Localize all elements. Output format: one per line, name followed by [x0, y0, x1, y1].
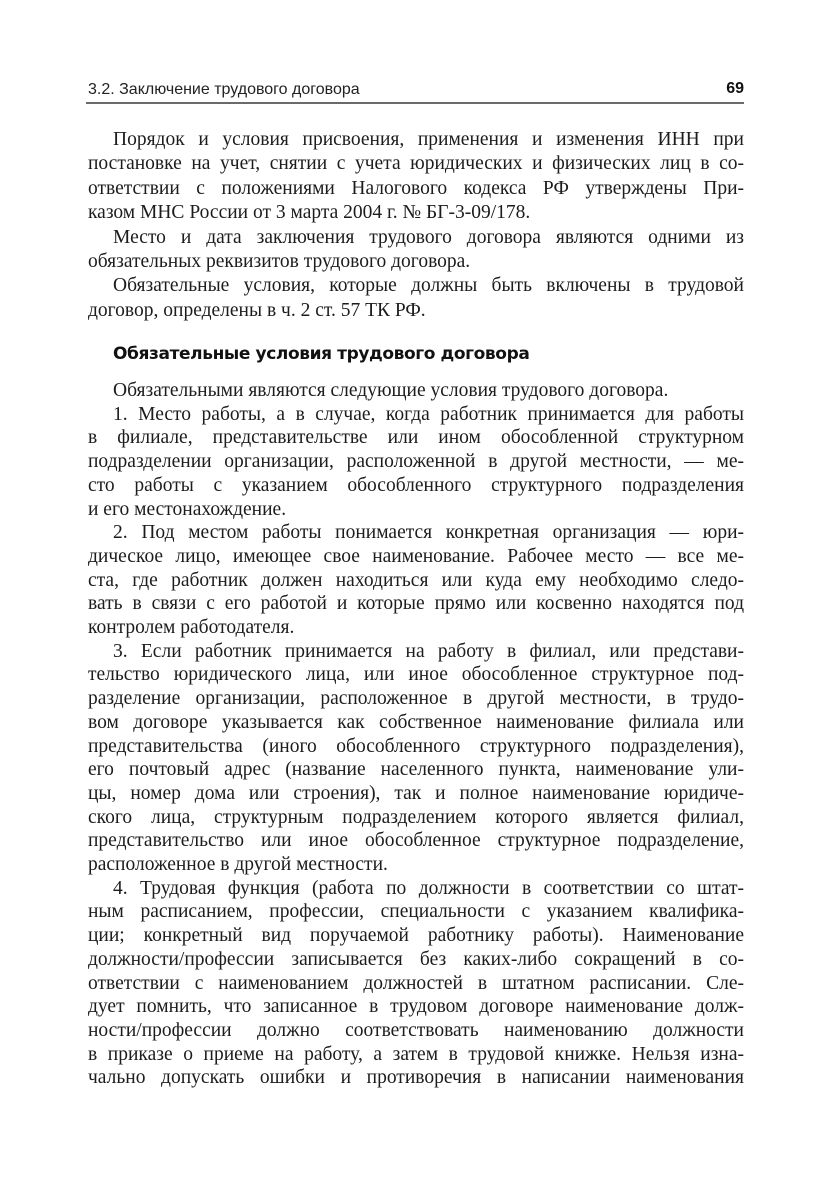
text-line: Обязательными являются следующие условия трудового договора.	[113, 380, 669, 401]
text-line: вом договоре указывается как собственное наименование филиала или	[88, 711, 744, 733]
text-line: ского лица, структурным подразделением которого является филиал,	[88, 806, 744, 828]
text-line: и его местонахождение.	[88, 498, 287, 520]
text-line: тельство юридического лица, или иное обособленное структурное под-	[88, 664, 744, 686]
text-line: вать в связи с его работой и которые прямо или косвенно находятся под	[88, 593, 744, 615]
text-line: ответствии с наименованием должностей в штатном расписании. Сле-	[88, 972, 744, 994]
text-line: 4. Трудовая функция (работа по должности в соответствии со штат-	[113, 877, 744, 899]
paragraph	[88, 877, 744, 1090]
text-line: расположенное в другой местности.	[88, 854, 388, 876]
text-line: ности/профессии должно соответствовать наименованию должности	[88, 1019, 744, 1041]
text-line: ста, где работник должен находиться или куда ему необходимо следо-	[88, 569, 744, 591]
text-line: дическое лицо, имеющее свое наименование. Рабочее место — все ме-	[88, 545, 744, 567]
text-line: разделение организации, расположенное в другой местности, в трудо-	[88, 688, 744, 710]
text-line: ответствии с положениями Налогового кодекса РФ утверждены При-	[88, 177, 744, 199]
text-line: контролем работодателя.	[88, 617, 295, 639]
paragraph	[88, 640, 744, 877]
text-line: представительства (иного обособленного структурного подразделения),	[88, 735, 744, 757]
text-line: казом МНС России от 3 марта 2004 г. № БГ-3-09/178.	[88, 202, 531, 224]
text-line: обязательных реквизитов трудового договора.	[88, 251, 471, 273]
text-line: ции; конкретный вид поручаемой работнику работы). Наименование	[88, 925, 744, 947]
section-text	[88, 379, 744, 1090]
text-line: в приказе о приеме на работу, а затем в трудовой книжке. Нельзя изна-	[88, 1043, 744, 1065]
text-line: подразделении организации, расположенной в другой местности, — ме-	[88, 451, 744, 473]
text-line: должности/профессии записывается без каких-либо сокращений в со-	[88, 948, 744, 970]
text-line: Обязательные условия, которые должны быть включены в трудовой	[113, 275, 744, 297]
page-number: 69	[726, 80, 744, 97]
section-heading: Обязательные условия трудового договора	[113, 344, 530, 364]
text-line: дует помнить, что записанное в трудовом договоре наименование долж-	[88, 996, 744, 1018]
paragraph	[88, 521, 744, 640]
text-line: сто работы с указанием обособленного структурного подразделения	[88, 474, 744, 496]
text-line: ным расписанием, профессии, специальности с указанием квалифика-	[88, 901, 744, 923]
text-line: Место и дата заключения трудового договора являются одними из	[113, 226, 744, 248]
text-line: цы, номер дома или строения), так и полное наименование юридиче-	[88, 782, 744, 804]
running-header-title: 3.2. Заключение трудового договора	[88, 81, 360, 98]
text-line: чально допускать ошибки и противоречия в написании наименования	[88, 1067, 744, 1089]
running-header	[86, 80, 744, 104]
text-line: договор, определены в ч. 2 ст. 57 ТК РФ.	[88, 299, 426, 321]
intro-text	[88, 128, 744, 323]
paragraph	[88, 226, 744, 275]
text-line: постановке на учет, снятии с учета юридических и физических лиц в со-	[88, 153, 744, 175]
paragraph	[88, 403, 744, 522]
paragraph	[88, 128, 744, 226]
paragraph	[88, 274, 744, 323]
text-line: 1. Место работы, а в случае, когда работник принимается для работы	[113, 403, 744, 425]
text-line: 2. Под местом работы понимается конкретная организация — юри-	[113, 522, 744, 544]
text-line: 3. Если работник принимается на работу в филиал, или представи-	[113, 640, 744, 662]
paragraph	[88, 379, 744, 403]
text-line: Порядок и условия присвоения, применения и изменения ИНН при	[113, 129, 744, 150]
text-line: в филиале, представительстве или ином обособленной структурном	[88, 427, 744, 449]
text-line: представительство или иное обособленное структурное подразделение,	[88, 830, 744, 852]
text-line: его почтовый адрес (название населенного пункта, наименование ули-	[88, 759, 744, 781]
